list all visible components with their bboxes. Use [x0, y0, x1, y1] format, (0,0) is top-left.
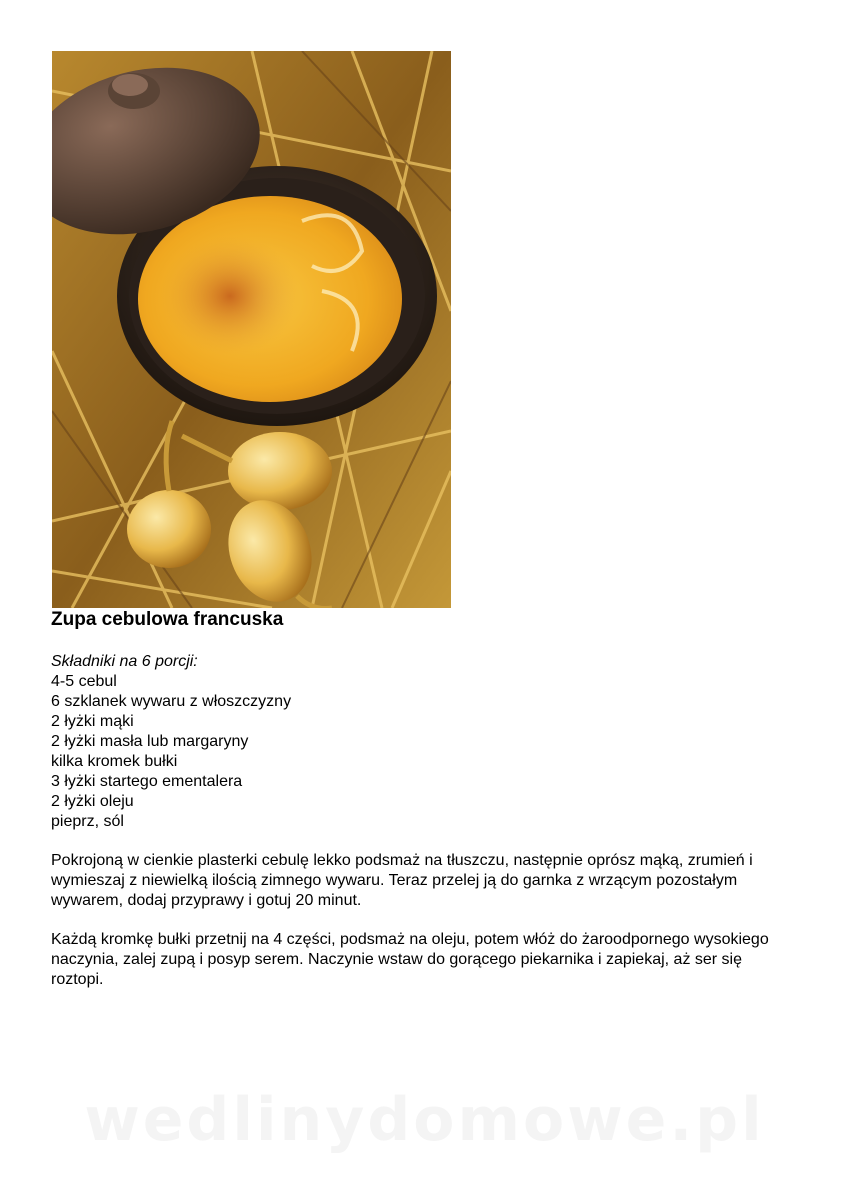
ingredients-heading: Składniki na 6 porcji:: [51, 653, 198, 670]
ingredient-item: 4-5 cebul: [51, 673, 117, 690]
ingredients-list: [51, 672, 291, 832]
instructions-paragraph-1: Pokrojoną w cienkie plasterki cebulę lekko podsmaż na tłuszczu, następnie oprósz mąką, zrumień i wymieszaj z niewielką ilością zimnego wywaru. Teraz przelej ją do garnka z wrzącym pozostałym wywarem, dodaj przyprawy i gotuj 20 minut.: [51, 852, 753, 909]
ingredient-item: 2 łyżki mąki: [51, 713, 134, 730]
ingredient-item: pieprz, sól: [51, 813, 124, 830]
instructions-paragraph-2: Każdą kromkę bułki przetnij na 4 części, podsmaż na oleju, potem włóż do żaroodpornego wysokiego naczynia, zalej zupą i posyp serem. Naczynie wstaw do gorącego piekarnika i zapiekaj, aż ser się roztopi.: [51, 931, 769, 988]
recipe-title: Zupa cebulowa francuska: [51, 609, 284, 630]
ingredient-item: 3 łyżki startego ementalera: [51, 773, 243, 790]
ingredients-section: [51, 652, 291, 832]
ingredient-item: 2 łyżki masła lub margaryny: [51, 733, 249, 750]
ingredient-item: kilka kromek bułki: [51, 753, 178, 770]
site-watermark: wedlinydomowe.pl: [84, 1085, 765, 1155]
ingredient-item: 2 łyżki oleju: [51, 793, 134, 810]
ingredient-item: 6 szklanek wywaru z włoszczyzny: [51, 693, 292, 710]
soup-photo: [52, 51, 451, 608]
